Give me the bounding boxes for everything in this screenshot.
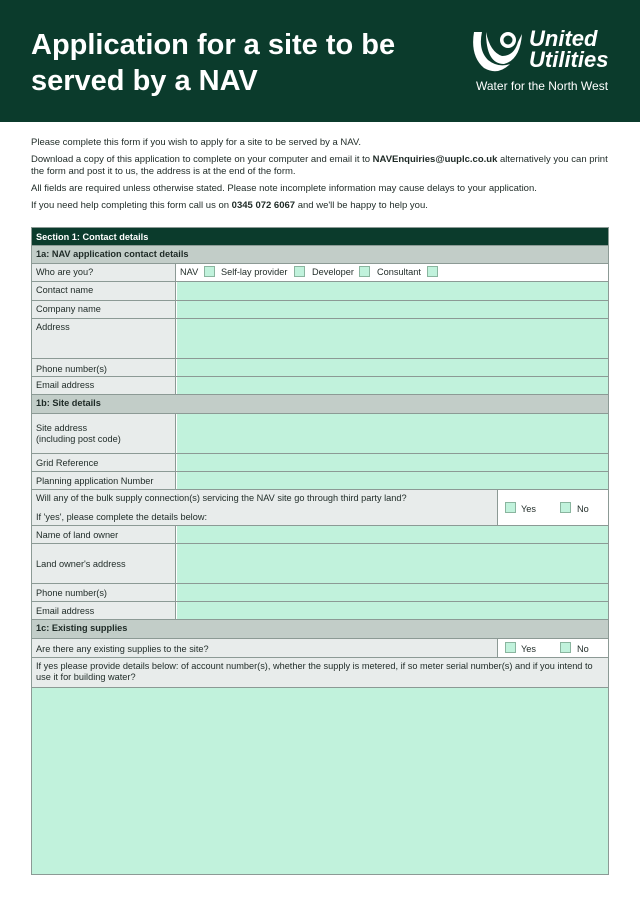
- option-developer-label: Developer: [312, 267, 354, 277]
- land-owner-phone-field[interactable]: [177, 584, 608, 601]
- united-utilities-logo-icon: [468, 26, 526, 74]
- intro-text: [31, 137, 611, 217]
- existing-supplies-row: [32, 639, 608, 658]
- who-are-you-row: [32, 264, 608, 282]
- land-owner-address-label: Land owner's address: [32, 544, 176, 583]
- company-name-row: [32, 301, 608, 319]
- logo-wordmark: [529, 28, 608, 70]
- intro-p2-text-end: alternatively you can print the form and post it to us, the address is at the end of the form.: [31, 154, 608, 177]
- section-1b-header: [32, 395, 608, 414]
- third-party-yes-label: Yes: [521, 504, 536, 514]
- phone-row: [32, 359, 608, 377]
- planning-number-field[interactable]: [177, 472, 608, 489]
- site-address-label: [32, 414, 176, 453]
- land-owner-phone-row: [32, 584, 608, 602]
- existing-supplies-yes-no: [499, 639, 608, 657]
- who-are-you-choices: [177, 264, 608, 281]
- section-1-header: [32, 228, 608, 246]
- third-party-note: If 'yes', please complete the details below:: [36, 512, 208, 522]
- address-row: [32, 319, 608, 359]
- site-address-label-line2: (including post code): [36, 434, 121, 444]
- logo-name-line2: Utilities: [529, 47, 609, 72]
- existing-supplies-no-checkbox[interactable]: [560, 642, 571, 653]
- site-address-row: [32, 414, 608, 454]
- checkbox-developer[interactable]: [359, 266, 370, 277]
- third-party-no-checkbox[interactable]: [560, 502, 571, 513]
- existing-supplies-details-prompt: [32, 658, 608, 688]
- intro-paragraph-2: [31, 154, 611, 178]
- section-1b-title: 1b: Site details: [36, 398, 101, 408]
- third-party-land-row: [32, 490, 608, 526]
- land-owner-name-label: Name of land owner: [32, 526, 176, 543]
- land-owner-email-row: [32, 602, 608, 620]
- grid-reference-row: [32, 454, 608, 472]
- grid-reference-field[interactable]: [177, 454, 608, 471]
- intro-p4-text: If you need help completing this form call us on: [31, 200, 232, 211]
- phone-label: Phone number(s): [32, 359, 176, 376]
- third-party-yes-no: [499, 490, 608, 525]
- address-label: Address: [32, 319, 176, 358]
- checkbox-consultant[interactable]: [427, 266, 438, 277]
- contact-name-field[interactable]: [177, 282, 608, 300]
- logo-name-line1: United: [529, 26, 598, 51]
- land-owner-name-field[interactable]: [177, 526, 608, 543]
- existing-supplies-question: Are there any existing supplies to the site?: [32, 639, 498, 657]
- option-nav-label: NAV: [180, 267, 199, 277]
- existing-supplies-yes-checkbox[interactable]: [505, 642, 516, 653]
- site-address-field[interactable]: [177, 414, 608, 453]
- company-name-field[interactable]: [177, 301, 608, 318]
- land-owner-email-field[interactable]: [177, 602, 608, 619]
- section-1c-title: 1c: Existing supplies: [36, 623, 128, 633]
- email-field[interactable]: [177, 377, 608, 394]
- section-1a-header: [32, 246, 608, 264]
- phone-field[interactable]: [177, 359, 608, 376]
- existing-supplies-details-field[interactable]: [32, 688, 608, 874]
- section-1-title: Section 1: Contact details: [36, 232, 149, 242]
- checkbox-self-lay-provider[interactable]: [294, 266, 305, 277]
- address-field[interactable]: [177, 319, 608, 358]
- planning-number-row: [32, 472, 608, 490]
- option-consultant-label: Consultant: [377, 267, 421, 277]
- existing-supplies-details-text: If yes please provide details below: of account number(s), whether the supply is metered, if so meter serial number(s) and if you intend to use it for building water?: [36, 661, 593, 682]
- page-title: Application for a site to be served by a NAV: [31, 29, 396, 97]
- site-address-label-line1: Site address: [36, 423, 88, 433]
- land-owner-address-field[interactable]: [177, 544, 608, 583]
- intro-paragraph-1: Please complete this form if you wish to apply for a site to be served by a NAV.: [31, 137, 362, 148]
- land-owner-phone-label: Phone number(s): [32, 584, 176, 601]
- third-party-question-text: Will any of the bulk supply connection(s) servicing the NAV site go through third party land?: [36, 493, 407, 503]
- company-name-label: Company name: [32, 301, 176, 318]
- option-self-lay-label: Self-lay provider: [221, 267, 288, 277]
- enquiries-email-link[interactable]: NAVEnquiries@uuplc.co.uk: [372, 154, 498, 165]
- email-row: [32, 377, 608, 395]
- help-phone-number: 0345 072 6067: [231, 200, 296, 211]
- existing-supplies-yes-label: Yes: [521, 644, 536, 654]
- section-1a-title: 1a: NAV application contact details: [36, 249, 189, 259]
- intro-paragraph-3: All fields are required unless otherwise stated. Please note incomplete information may cause delays to your application.: [31, 183, 537, 194]
- who-are-you-label: Who are you?: [32, 264, 176, 281]
- land-owner-address-row: [32, 544, 608, 584]
- intro-paragraph-4: [31, 200, 611, 212]
- contact-name-row: [32, 282, 608, 301]
- logo-tagline: Water for the North West: [476, 79, 609, 93]
- land-owner-name-row: [32, 526, 608, 544]
- contact-details-form: [31, 227, 609, 875]
- section-1c-header: [32, 620, 608, 639]
- header-banner: [0, 0, 640, 122]
- land-owner-email-label: Email address: [32, 602, 176, 619]
- third-party-question: [32, 490, 498, 525]
- email-label: Email address: [32, 377, 176, 394]
- existing-supplies-no-label: No: [577, 644, 589, 654]
- intro-p4-text-end: and we'll be happy to help you.: [295, 200, 428, 211]
- contact-name-label: Contact name: [32, 282, 176, 300]
- third-party-yes-checkbox[interactable]: [505, 502, 516, 513]
- intro-p2-text: Download a copy of this application to complete on your computer and email it to: [31, 154, 373, 165]
- checkbox-nav[interactable]: [204, 266, 215, 277]
- planning-number-label: Planning application Number: [32, 472, 176, 489]
- third-party-no-label: No: [577, 504, 589, 514]
- grid-reference-label: Grid Reference: [32, 454, 176, 471]
